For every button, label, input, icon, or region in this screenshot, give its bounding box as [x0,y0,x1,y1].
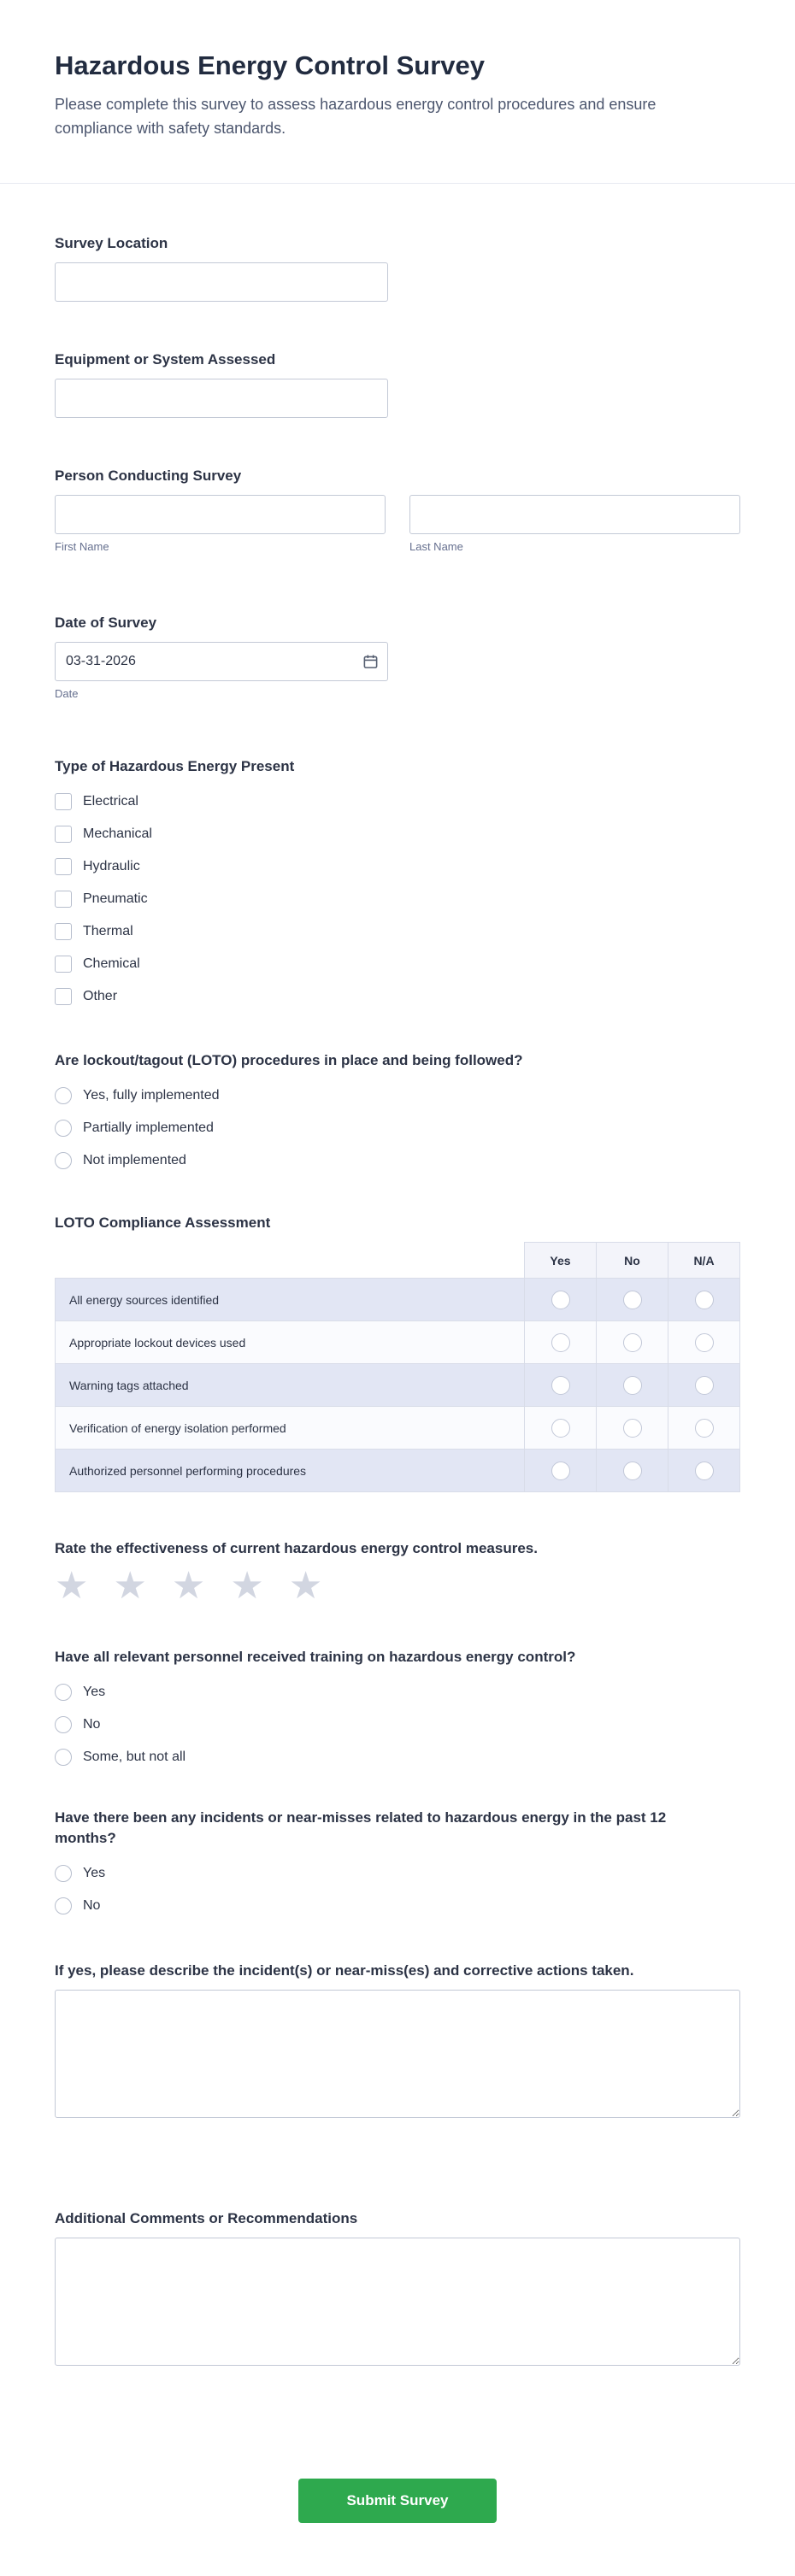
matrix-row-label: All energy sources identified [56,1279,525,1321]
radio-button[interactable] [55,1749,72,1766]
question-label: Equipment or System Assessed [55,351,276,368]
radio-button[interactable] [695,1419,714,1438]
checkbox[interactable] [55,793,72,810]
question-comments [55,2208,740,2366]
matrix-radio-cell[interactable] [668,1364,740,1407]
checkbox[interactable] [55,826,72,843]
radio-button[interactable] [695,1461,714,1480]
radio-button[interactable] [623,1419,642,1438]
matrix-header-row [56,1243,740,1279]
radio-label: Partially implemented [83,1120,214,1135]
radio-group [55,1079,740,1177]
date-field [55,642,388,681]
form-body [0,184,795,2569]
matrix-row-label: Appropriate lockout devices used [56,1321,525,1364]
calendar-icon [362,653,379,670]
question-label: Date of Survey [55,615,157,631]
radio-button[interactable] [55,1087,72,1104]
star-icon[interactable]: ★ [230,1565,264,1607]
matrix-radio-cell[interactable] [668,1450,740,1492]
radio-group [55,1857,740,1922]
survey-location-input[interactable] [55,262,388,302]
radio-button[interactable] [623,1333,642,1352]
radio-label: No [83,1717,101,1732]
page-title: Hazardous Energy Control Survey [55,50,486,80]
matrix-radio-cell[interactable] [668,1407,740,1450]
radio-option-fully-implemented[interactable] [55,1079,220,1112]
radio-button[interactable] [551,1333,570,1352]
question-label: Type of Hazardous Energy Present [55,758,295,774]
question-date [55,613,740,700]
radio-button[interactable] [551,1291,570,1309]
checkbox-label: Thermal [83,924,133,938]
radio-option-no[interactable] [55,1709,100,1741]
checkbox-label: Mechanical [83,826,152,841]
matrix-row [56,1364,740,1407]
checkbox-option-thermal[interactable] [55,915,133,948]
loto-matrix-table [55,1242,740,1492]
matrix-row [56,1279,740,1321]
question-label: Have all relevant personnel received training on hazardous energy control? [55,1649,576,1665]
radio-option-no[interactable] [55,1890,100,1922]
first-name-input[interactable] [55,495,386,534]
matrix-col-header-yes: Yes [525,1243,597,1279]
matrix-row [56,1321,740,1364]
matrix-radio-cell[interactable] [525,1321,597,1364]
radio-button[interactable] [623,1461,642,1480]
question-person-conducting [55,466,740,553]
radio-button[interactable] [551,1419,570,1438]
matrix-radio-cell[interactable] [597,1450,668,1492]
checkbox-option-hydraulic[interactable] [55,850,140,883]
radio-button[interactable] [623,1376,642,1395]
matrix-radio-cell[interactable] [597,1407,668,1450]
question-label: Rate the effectiveness of current hazardous energy control measures. [55,1540,538,1556]
question-equipment [55,350,740,418]
radio-group [55,1676,740,1773]
star-icon[interactable]: ★ [171,1565,206,1607]
radio-button[interactable] [55,1684,72,1701]
matrix-row-label: Authorized personnel performing procedures [56,1450,525,1492]
radio-label: Yes [83,1685,106,1699]
question-label: Survey Location [55,235,168,251]
checkbox-label: Electrical [83,794,138,809]
matrix-radio-cell[interactable] [597,1279,668,1321]
question-incidents [55,1808,740,1922]
radio-option-yes[interactable] [55,1857,105,1890]
question-energy-type [55,756,740,1013]
checkbox-label: Chemical [83,956,140,971]
matrix-row-label: Verification of energy isolation performed [56,1407,525,1450]
matrix-radio-cell[interactable] [525,1364,597,1407]
matrix-row [56,1450,740,1492]
checkbox-option-electrical[interactable] [55,785,138,818]
checkbox-option-chemical[interactable] [55,948,140,980]
radio-button[interactable] [55,1120,72,1137]
matrix-col-header-na: N/A [668,1243,740,1279]
form-subtitle: Please complete this survey to assess hazardous energy control procedures and ensure compliance with safety standards. [55,96,657,137]
radio-button[interactable] [695,1376,714,1395]
last-name-sublabel: Last Name [409,540,463,553]
question-label: Have there been any incidents or near-misses related to hazardous energy in the past 12 months? [55,1809,667,1846]
matrix-row-label: Warning tags attached [56,1364,525,1407]
matrix-radio-cell[interactable] [668,1279,740,1321]
date-sublabel: Date [55,687,79,700]
radio-label: Yes, fully implemented [83,1088,220,1103]
radio-option-not-implemented[interactable] [55,1144,186,1177]
checkbox[interactable] [55,923,72,940]
checkbox-label: Pneumatic [83,891,148,906]
submit-button[interactable]: Submit Survey [298,2479,497,2523]
question-label: If yes, please describe the incident(s) or near-miss(es) and corrective actions taken. [55,1962,634,1979]
radio-button[interactable] [623,1291,642,1309]
question-training [55,1647,740,1773]
radio-button[interactable] [551,1461,570,1480]
question-label: Are lockout/tagout (LOTO) procedures in place and being followed? [55,1052,523,1068]
checkbox-option-pneumatic[interactable] [55,883,148,915]
radio-label: Some, but not all [83,1750,186,1764]
matrix-radio-cell[interactable] [525,1450,597,1492]
checkbox[interactable] [55,891,72,908]
radio-button[interactable] [55,1865,72,1882]
radio-option-yes[interactable] [55,1676,105,1709]
incident-description-textarea[interactable] [55,1990,740,2118]
star-rating[interactable] [55,1567,740,1605]
matrix-radio-cell[interactable] [597,1364,668,1407]
calendar-picker-button[interactable] [361,651,380,672]
question-survey-location [55,233,740,302]
star-icon[interactable]: ★ [55,1565,89,1607]
star-icon[interactable]: ★ [113,1565,147,1607]
last-name-input[interactable] [409,495,740,534]
radio-label: No [83,1898,101,1913]
form-header [0,0,795,184]
checkbox-option-other[interactable] [55,980,117,1013]
radio-button[interactable] [55,1897,72,1914]
checkbox-label: Hydraulic [83,859,140,873]
radio-button[interactable] [55,1716,72,1733]
star-icon[interactable]: ★ [288,1565,323,1607]
radio-option-some[interactable] [55,1741,186,1773]
matrix-radio-cell[interactable] [525,1279,597,1321]
matrix-col-header-no: No [597,1243,668,1279]
last-name-column [409,495,740,553]
matrix-radio-cell[interactable] [597,1321,668,1364]
checkbox-option-mechanical[interactable] [55,818,152,850]
date-input[interactable] [55,642,388,681]
question-loto-matrix [55,1213,740,1492]
radio-label: Yes [83,1866,106,1880]
first-name-column [55,495,386,553]
question-label: Person Conducting Survey [55,468,242,484]
checkbox-label: Other [83,989,118,1003]
radio-button[interactable] [551,1376,570,1395]
first-name-sublabel: First Name [55,540,109,553]
checkbox[interactable] [55,956,72,973]
question-label: LOTO Compliance Assessment [55,1214,271,1231]
submit-row [55,2366,740,2569]
equipment-input[interactable] [55,379,388,418]
matrix-radio-cell[interactable] [668,1321,740,1364]
checkbox[interactable] [55,858,72,875]
question-rating [55,1538,740,1605]
checkbox-group [55,785,740,1013]
question-loto-procedures [55,1050,740,1177]
radio-label: Not implemented [83,1153,186,1167]
checkbox[interactable] [55,988,72,1005]
comments-textarea[interactable] [55,2238,740,2366]
radio-button[interactable] [695,1291,714,1309]
radio-button[interactable] [695,1333,714,1352]
radio-option-partially-implemented[interactable] [55,1112,214,1144]
matrix-radio-cell[interactable] [525,1407,597,1450]
question-incident-description [55,1961,740,2118]
question-label: Additional Comments or Recommendations [55,2210,358,2226]
matrix-corner-cell [56,1243,525,1279]
matrix-row [56,1407,740,1450]
name-fields-row [55,495,740,553]
radio-button[interactable] [55,1152,72,1169]
